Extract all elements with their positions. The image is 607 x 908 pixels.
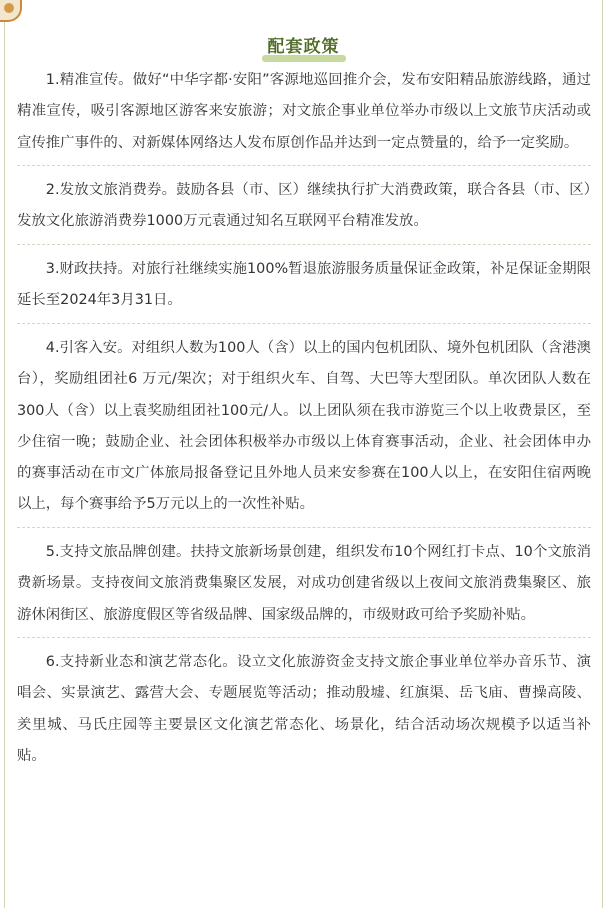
policy-paragraph-5: 5.支持文旅品牌创建。扶持文旅新场景创建，组织发布10个网红打卡点、10个文旅消费新场景。支持夜间文旅消费集聚区发展，对成功创建省级以上夜间文旅消费集聚区、旅游休闲街区、旅游度假区等省级品牌、国家级品牌的，市级财政可给予奖励补贴。 — [17, 544, 591, 623]
page-title — [264, 32, 344, 57]
policy-paragraph-6: 6.支持新业态和演艺常态化。设立文化旅游资金支持文旅企事业单位举办音乐节、演唱会、实景演艺、露营大会、专题展览等活动；推动殷墟、红旗渠、岳飞庙、曹操高陵、羑里城、马氏庄园等主要景区文化演艺常态化、场景化，结合活动场次规模予以适当补贴。 — [17, 654, 591, 764]
paragraph-divider — [17, 165, 591, 166]
policy-paragraph-3: 3.财政扶持。对旅行社继续实施100%暂退旅游服务质量保证金政策，补足保证金期限延长至2024年3月31日。 — [17, 261, 591, 309]
policy-paragraph-2: 2.发放文旅消费券。鼓励各县（市、区）继续执行扩大消费政策，联合各县（市、区）发放文化旅游消费券1000万元袁通过知名互联网平台精准发放。 — [17, 182, 591, 230]
paragraph-divider — [17, 323, 591, 324]
paragraph-divider — [17, 637, 591, 638]
paragraph-divider — [17, 244, 591, 245]
title-wrap — [0, 32, 607, 57]
policy-paragraph-4: 4.引客入安。对组织人数为100人（含）以上的国内包机团队、境外包机团队（含港澳台），奖励组团社6 万元/架次；对于组织火车、自驾、大巴等大型团队。单次团队人数在300人（含）以上袁奖励组团社100元/人。以上团队须在我市游览三个以上收费景区，至少住宿一晚；鼓励企业、社会团体积极举办市级以上体育赛事活动，企业、社会团体申办的赛事活动在市文广体旅局报备登记且外地人员来安参赛在100人以上，在安阳住宿两晚以上，每个赛事给予5万元以上的一次性补贴。 — [17, 340, 591, 513]
page-title-text: 配套政策 — [267, 37, 340, 57]
policy-paragraph-1: 1.精准宣传。做好“中华字都·安阳”客源地巡回推介会，发布安阳精品旅游线路，通过精准宣传，吸引客源地区游客来安旅游；对文旅企事业单位举办市级以上文旅节庆活动或宣传推广事件的、对新媒体网络达人发布原创作品并达到一定点赞量的，给予一定奖励。 — [17, 72, 591, 151]
paragraph-divider — [17, 527, 591, 528]
